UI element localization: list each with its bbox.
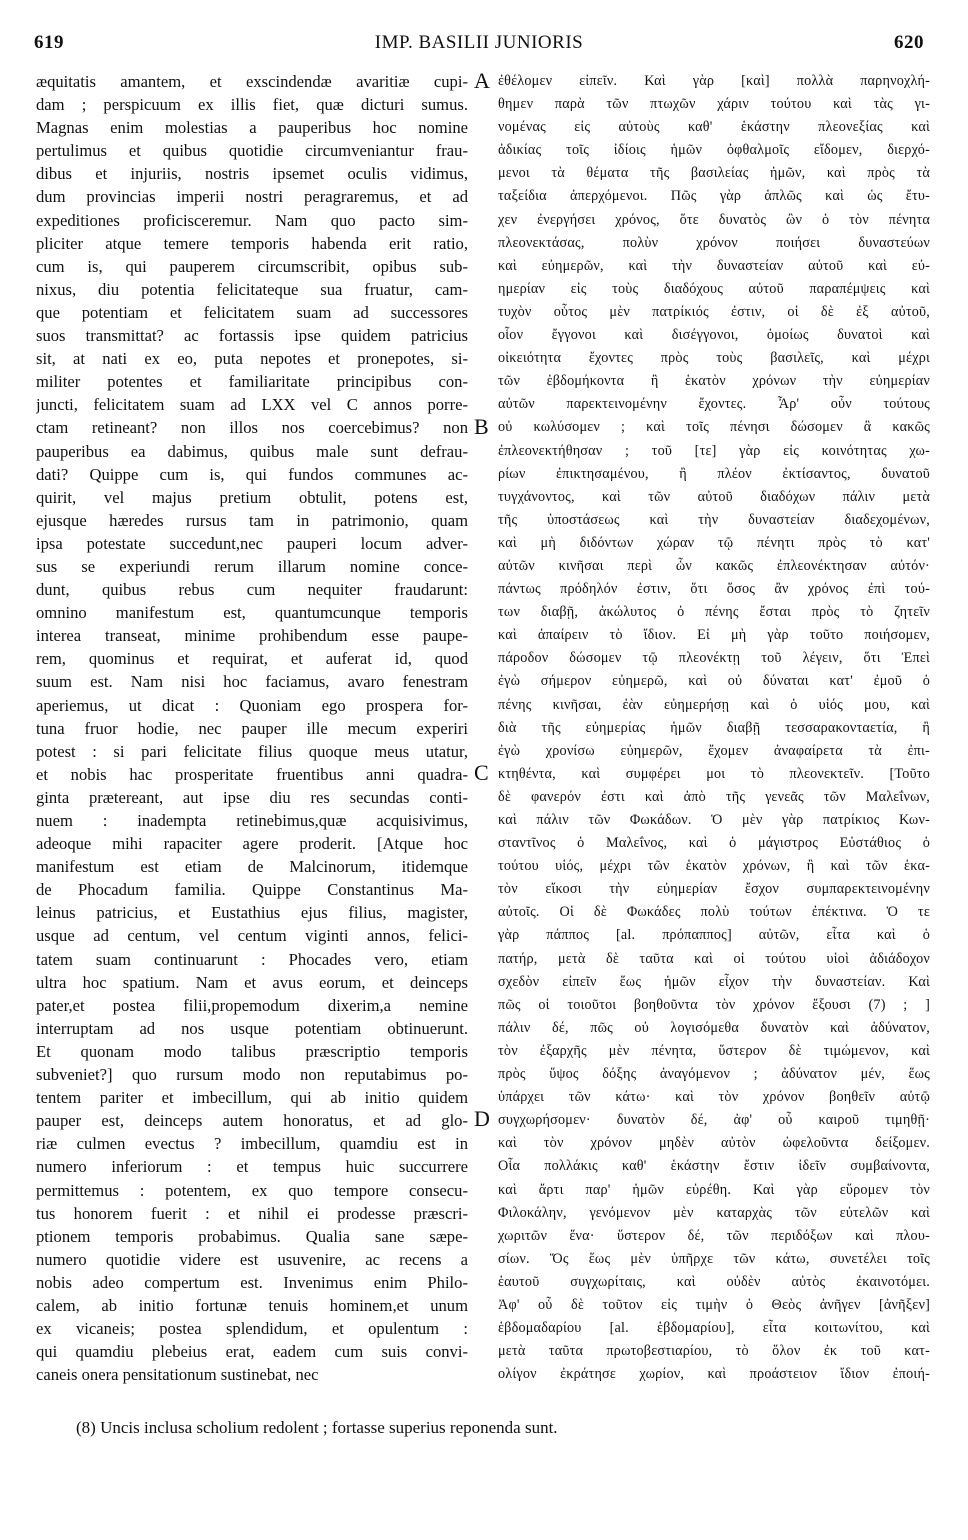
section-marker-c: C [474,760,489,785]
text-line: κτηθέντα, καὶ συμφέρει μοι τὸ πλεονεκτεῖν. [Τοῦτο [498,765,930,782]
text-line: μετὰ ταῦτα πρωτοβεστιαρίου, τὸ ὅλον ἐκ τοῦ κατ- [498,1343,930,1360]
text-line: καὶ ἄρτι παρ' ἡμῶν εὑρέθη. Καὶ γὰρ εὕρομεν τὸν [498,1181,930,1198]
text-line: que potentiam et felicitatem suam ad successores [36,302,468,322]
text-line: Οἷα πολλάκις καθ' ἑκάστην ἔστιν ἰδεῖν συμβαίνοντα, [498,1158,930,1175]
text-line: καὶ πάλιν τῶν Φωκάδων. Ὁ μὲν γὰρ πατρίκιος Κων- [498,812,930,828]
text-line: πάλιν δέ, πῶς οὐ λογισόμεθα δυνατὸν καὶ ἀδύνατον, [498,1019,930,1036]
text-line: manifestum est etiam de Malcinorum, itidemque [36,857,468,877]
running-title: IMP. BASILII JUNIORIS [374,32,584,53]
text-line: ολίγον ἐκράτησε χωρίον, καὶ προάστειον ἴδιον ἐποιή- [498,1366,930,1383]
text-line: ἑαυτοῦ συγχωρίταις, καὶ οὐδὲν αὐτὸς ἐκαινοτόμει. [498,1273,930,1290]
text-line: ptionem temporis probabimus. Qualia sane sæpe- [36,1226,468,1246]
text-line: ἐθέλομεν εἰπεῖν. Καὶ γὰρ [καὶ] πολλὰ παρηνοχλή- [498,73,930,89]
text-line: οὐ κωλύσομεν ; καὶ τοῖς πένησι δώσομεν ἃ κακῶς [498,419,930,436]
text-line: ἐγὼ χρονίσω εὐημερῶν, ἔχομεν ἀναφαίρετα τὰ ἐπι- [498,742,930,759]
text-line: Φιλοκάλην, γενόμενον μὲν καταρχὰς τῶν εὐτελῶν καὶ [498,1204,930,1221]
text-line: nuem : inadempta retinebimus,quæ acquisivimus, [36,811,468,830]
text-line: γὰρ πάππος [al. πρόπαππος] αὐτῶν, εἶτα καὶ ὁ [498,927,930,944]
text-line: militer potentes et familiaritate principibus con- [36,372,468,392]
text-line: tatem suam continuarunt : Phocades vero, etiam [36,949,468,969]
page-number-right: 620 [894,32,924,53]
text-line: sit, at nati ex eo, puta nepotes et pronepotes, si- [36,349,468,369]
text-line: τυχὸν οὗτος μὲν πατρίκιός ἐστιν, οἱ δὲ ἐξ αὐτοῦ, [498,303,930,320]
text-line: leinus patricius, et Eustathius ejus filius, magister, [36,903,468,923]
text-line: usque ad centum, vel centum viginti annos, felici- [36,926,468,946]
text-line: καὶ ἀπαίρειν τὸ ἴδιον. Εἰ μὴ γὰρ τοῦτο ποιήσομεν, [498,627,930,644]
text-line: ἀδικίας τοῖς ἰδίοις ἡμῶν ὀφθαλμοῖς εἴδομεν, διερχό- [498,142,930,159]
text-line: et nobis hac prosperitate fruentibus anni quadra- [36,764,468,784]
text-line: ipsa potestate succedunt,nec pauperi locum adver- [36,533,468,553]
text-line: διὰ τῆς εὐημερίας ἡμῶν διαβῇ τεσσαρακονταετία, ἢ [498,719,930,736]
text-line: interruptam ad nos usque potentiam obtinuerunt. [36,1018,468,1038]
text-line: numero quotidie videre est usuvenire, ac recens a [36,1249,468,1269]
text-line: οἰκειότητα ἔχοντες πρὸς τοὺς βασιλεῖς, καὶ μέχρι [498,350,930,367]
text-line: interea transeat, minime prohibendum esse paupe- [36,626,468,646]
text-line: cum is, qui pauperem circumscribit, opibus sub- [36,256,468,276]
text-line: των διαβῇ, ἀκώλυτος ὁ πένης ἔσται πρὸς τὸ ζητεῖν [498,604,930,621]
page-header [34,28,924,62]
text-line: dum provincias imperii nostri peragraremus, et ad [36,187,468,207]
text-line: permittemus : potentem, ex quo tempore consecu- [36,1180,468,1200]
section-marker-a: A [474,68,490,93]
text-line: πάροδον δώσομεν τῷ πλεονέκτῃ τοῦ λέγειν, ὅτι Ἐπεὶ [498,650,930,667]
text-line: dunt, quibus rebus cum nequiter fraudarunt: [36,580,468,600]
text-line: dati? Quippe cum is, qui fundos communes ac- [36,464,468,484]
text-line: πλεονεκτάσας, πολὺν χρόνον ποιήσει δυναστεύων [498,234,930,251]
text-line: suos transmittat? ac fortassis ipse quidem patricius [36,326,468,346]
text-line: αὐτοῖς. Οἱ δὲ Φωκάδες πολὺ τούτων ἐπέκτινα. Ὁ τε [498,904,930,921]
text-line: δὲ φανερόν ἐστι καὶ ἀπὸ τῆς γενεᾶς τῶν Μαλεΐνων, [498,788,930,805]
text-line: de Phocadum familia. Quippe Constantinus Ma- [36,880,468,900]
text-line: ex vicaneis; postea splendidum, et opulentum : [36,1319,468,1339]
text-line: nixus, diu potentia felicitateque sua fruatur, cam- [36,279,468,299]
text-line: τυγχάνοντος, καὶ τῶν αὐτοῦ διαδόχων πάλιν μετὰ [498,488,930,505]
text-line: caneis onera pensitationum sustinebat, nec [36,1365,319,1385]
text-line: tus honorem fuerit : et nihil ei prodesse præscri- [36,1203,468,1223]
text-line: dibus et injuriis, nostris ipsemet oculis vidimus, [36,164,468,184]
text-line: ταξείδια ἀπερχόμενοι. Πῶς γὰρ ἁπλῶς καὶ ὡς ἔτυ- [498,188,930,205]
text-line: ἐπλεονεκτήθησαν ; τοῦ [τε] γὰρ εἰς κοινότητας χω- [498,442,930,459]
text-line: ρίων ἐπικτησαμένου, ἢ πλέον ἐκτίσαντος, δυνατοῦ [498,465,930,482]
text-line: σίων. Ὅς ἕως μὲν ὑπῆρχε τῶν κάτω, συνετέλει τοῖς [498,1250,930,1267]
text-line: πατήρ, μετὰ δὲ ταῦτα καὶ οἱ τούτου υἱοὶ ἀδιάδοχον [498,950,930,967]
text-line: ctam retineant? non illos nos coercebimus? non [36,418,468,438]
text-line: καὶ εὐημερῶν, καὶ τὴν δυναστείαν αὐτοῦ καὶ εὐ- [498,257,930,274]
text-line: tentem pariter et imbecillum, qui ab initio quidem [36,1088,468,1108]
text-line: ejusque hæredes rursus tam in patrimonio, quam [36,510,468,530]
text-line: calem, ab initio fortunæ tenuis hominem,et unum [36,1295,468,1315]
text-line: riæ culmen evectus ? imbecillum, quamdiu est in [36,1134,468,1154]
text-line: rem, quominus et requirat, et auferat id, quod [36,649,468,669]
page-number-left: 619 [34,32,64,53]
text-line: tuna fruor hodie, nec pauper ille mecum experiri [36,718,468,738]
text-line: ἐγὼ σήμερον εὐημερῶ, καὶ οὐ δύναται κατ' ἐμοῦ ὁ [498,673,930,690]
text-line: τῆς ὑποστάσεως καὶ τὴν δυναστείαν διαδεχομένων, [498,511,930,528]
text-line: χεν ἐνεργήσει χρόνος, ὅτε δυνατὸς ὢν ὁ τὸν πένητα [498,211,930,228]
text-line: αὐτῶν παρεκτεινομένην ἔχοντες. Ἆρ' οὖν τούτους [498,396,930,413]
text-line: qui quamdiu plebeius erat, eadem cum suis convi- [36,1342,468,1362]
text-line: aperiemus, ut dicat : Quoniam ego prospera for- [36,695,468,715]
text-line: potest : si pari felicitate filius quoque meus utatur, [36,741,468,761]
section-marker-d: D [474,1106,490,1131]
text-line: νομένας εἰς αὐτοὺς καθ' ἑκάστην πλεονεξίας καὶ [498,119,930,136]
text-line: subveniet?] quo rursum modo non reputabimus po- [36,1065,468,1085]
text-line: pliciter atque temere temporis habenda erit ratio, [36,233,468,253]
text-line: πάντως πρόδηλόν ἐστιν, ὅτι ὅσος ἂν χρόνος ἐπὶ τού- [498,581,930,598]
text-line: σχεδὸν εἰπεῖν ἕως ἡμῶν εἶχον τὴν δυναστείαν. Καὶ [498,973,930,990]
text-line: ginta prætereant, aut ipse diu res secundas conti- [36,787,468,807]
text-line: πένης κινῆσαι, ἐὰν εὐημερήσῃ καὶ ὁ υἱός μου, καὶ [498,696,930,713]
text-line: omnino manifestum est, quantumcunque temporis [36,603,468,623]
footnote: (8) Uncis inclusa scholium redolent ; fortasse superius reponenda sunt. [76,1418,558,1437]
text-line: dam ; perspicuum ex illis fiet, quæ dicturi sumus. [36,95,468,115]
text-line: αὐτῶν κινῆσαι περὶ ὧν κακῶς ἐπλεονέκτησαν αὐτόν· [498,557,930,574]
text-line: καὶ μὴ διδόντων χώραν τῷ πένητι πρὸς τὸ κατ' [498,534,930,551]
text-line: συγχωρήσομεν· δυνατὸν δέ, ἀφ' οὗ καιροῦ τιμηθῇ· [498,1112,930,1129]
text-line: pater,et postea filii,propemodum dixerim,a nemine [36,995,468,1015]
text-line: τὸν εἴκοσι τὴν εὐημερίαν ἔσχον συμπαρεκτεινομένην [498,881,930,898]
text-line: θημεν παρὰ τῶν πτωχῶν χάριν τούτου καὶ τὰς γι- [498,96,930,113]
text-line: χωριτῶν ἕνα· ὕστερον δέ, τῶν περιδόξων καὶ πλου- [498,1227,930,1244]
text-line: καὶ τὸν χρόνον μηδὲν αὐτὸν ὠφελοῦντα δείξομεν. [498,1135,930,1152]
text-line: quirit, vel majus pretium obtulit, potens est, [36,487,468,507]
text-line: juncti, felicitatem suam ad LXX vel C annos porre- [36,395,468,415]
text-line: nobis adeo compertum est. Invenimus enim Philo- [36,1272,468,1292]
latin-column [36,70,468,1386]
text-line: adeoque mihi rapaciter agere proderit. [Atque hoc [36,834,468,854]
greek-column [498,70,930,1386]
text-line: μενοι τὰ θέματα τῆς βασιλείας ἡμῶν, καὶ πρὸς τὰ [498,165,930,182]
text-line: suum est. Nam nisi hoc faciamus, avaro fenestram [36,672,468,692]
text-line: τῶν ἑβδομήκοντα ἢ ἑκατὸν χρόνων τὴν εὐημερίαν [498,373,930,390]
text-line: ὑπάρχει τῶν κάτω· καὶ τὸν χρόνον βοηθεῖν αὐτῷ [498,1089,930,1106]
text-line: numero inferiorum : et tempus huic succurrere [36,1157,468,1177]
text-line: τὸν ἐξαρχῆς μὲν πένητα, ὕστερον δὲ τιμώμενον, καὶ [498,1042,930,1059]
text-line: ἑβδομαδαρίου [al. ἑβδομαρίου], εἶτα κοιτωνίτου, καὶ [498,1320,930,1337]
text-line: expeditiones proficisceremur. Nam quo pacto sim- [36,210,468,230]
text-line: τούτου υἱός, μέχρι τῶν ἑκατὸν χρόνων, ἢ καὶ τῶν ἑκα- [498,858,930,875]
text-line: σταντῖνος ὁ Μαλεΐνος, καὶ ὁ μάγιστρος Εὐστάθιος ὁ [498,835,930,852]
text-line: ημερίαν εἰς τοὺς διαδόχους αὐτοῦ παραπέμψεις καὶ [498,280,930,297]
text-line: οἷον ἔγγονοι καὶ δισέγγονοι, ὁμοίως δυνατοὶ καὶ [498,327,930,344]
text-line: Magnas enim molestias a pauperibus hoc nomine [36,118,468,138]
text-line: pertulimus et quibus quotidie circumveniantur frau- [36,141,468,161]
text-line: πῶς οἱ τοιοῦτοι βοηθοῦντα τὸν χρόνον ἕξουσι (7) ; ] [498,996,930,1013]
section-marker-b: B [474,414,489,439]
text-line: Et quonam modo talibus præscriptio temporis [36,1041,468,1061]
text-line: sus se experiundi rerum illarum nomine conce- [36,556,468,576]
text-line: æquitatis amantem, et exscindendæ avaritiæ cupi- [36,72,468,91]
text-line: ultra hoc spatium. Nam et avus eorum, et deinceps [36,972,468,992]
text-line: pauper est, deinceps autem honoratus, et ad glo- [36,1111,468,1131]
text-line: pauperibus ea dabimus, quibus male sunt defrau- [36,441,468,461]
text-line: Ἀφ' οὗ δὲ τοῦτον εἰς τιμὴν ὁ Θεὸς ἀνῆγεν [ἀνῆξεν] [498,1296,930,1313]
text-line: πρὸς ὕψος δόξης ἀναγόμενον ; ἀδύνατον μέν, ἕως [498,1066,930,1083]
